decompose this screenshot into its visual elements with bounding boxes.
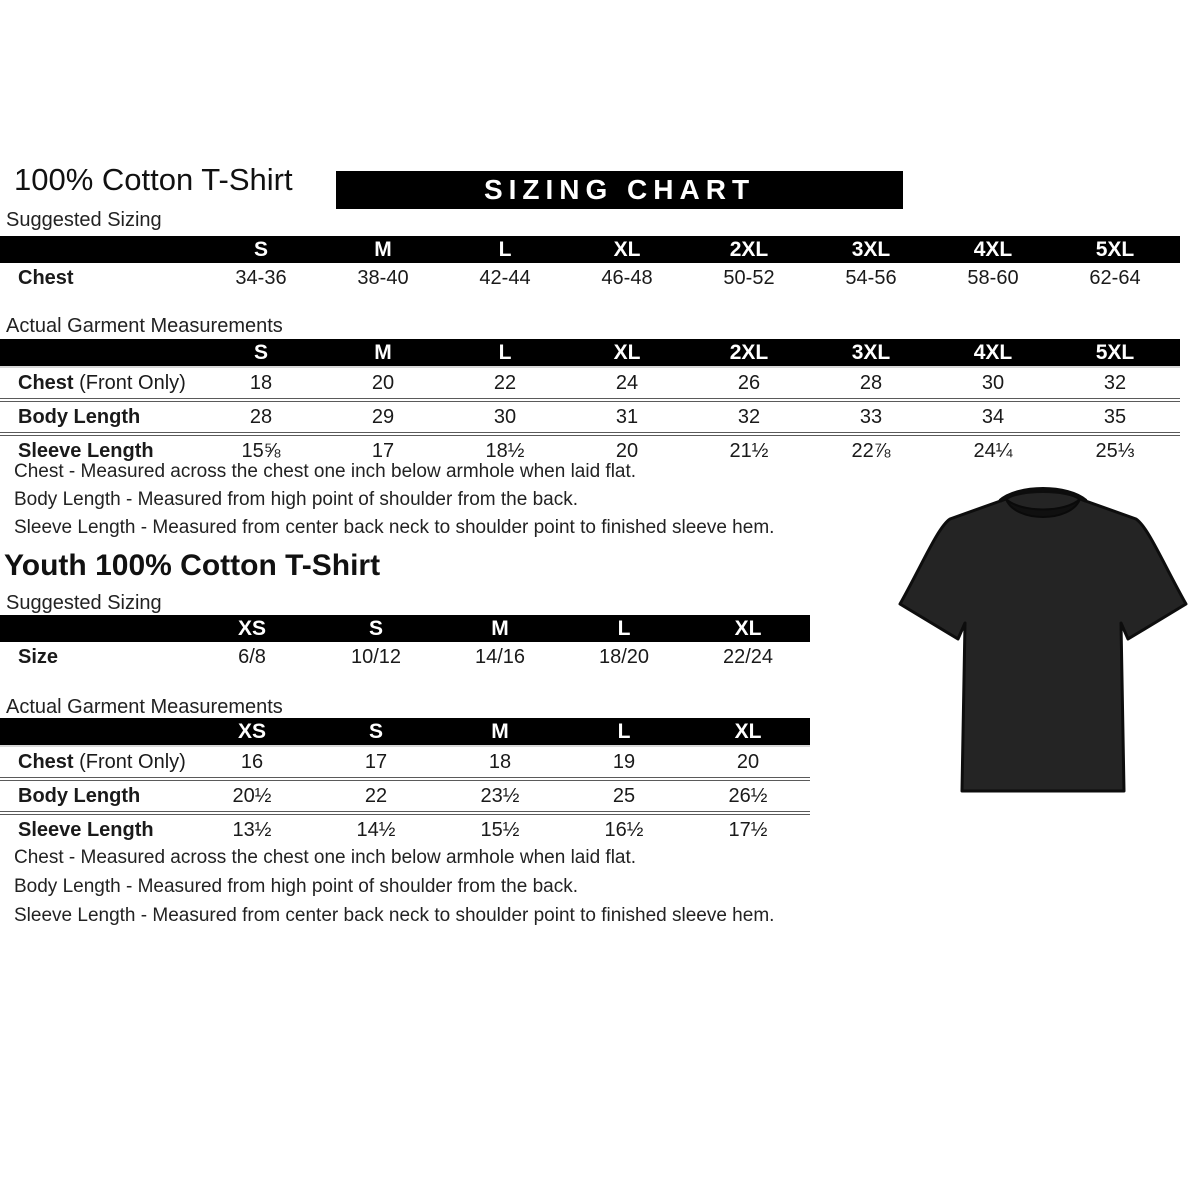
table-cell: 16½	[604, 818, 644, 841]
table-header-cell: S	[253, 340, 268, 364]
table-cell: 25	[612, 784, 636, 807]
adult-measurement-notes	[14, 458, 774, 542]
table-header-cell: 3XL	[851, 237, 891, 261]
table-row-label-suffix: (Front Only)	[73, 371, 186, 394]
table-cell: 32	[1103, 371, 1127, 394]
table-row-label-main: Chest	[18, 266, 74, 289]
table-row	[0, 811, 810, 845]
table-cell: 24¼	[973, 439, 1013, 462]
table-row-label	[0, 372, 200, 395]
table-header-cell: M	[491, 616, 509, 640]
table-cell: 24	[615, 371, 639, 394]
measurement-note-line: Sleeve Length - Measured from center back neck to shoulder point to finished sleeve hem.	[14, 905, 775, 926]
table-cell: 35	[1103, 405, 1127, 428]
table-cell: 31	[615, 405, 639, 428]
table-header-cell: XL	[734, 719, 762, 743]
table-cell: 28	[859, 371, 883, 394]
table-cell: 20	[615, 439, 639, 462]
table-header-cell: 4XL	[973, 340, 1013, 364]
table-cell: 22	[364, 784, 388, 807]
table-header-cell: L	[617, 616, 631, 640]
youth-suggested-sizing-label: Suggested Sizing	[6, 592, 162, 614]
measurement-note-line: Chest - Measured across the chest one inch below armhole when laid flat.	[14, 847, 637, 868]
table-header-cell: S	[368, 719, 383, 743]
table-row	[0, 263, 1180, 293]
table-cell: 22⅞	[851, 439, 891, 462]
table-cell: 22	[493, 371, 517, 394]
table-row-label	[0, 267, 200, 290]
table-header-cell: 2XL	[729, 237, 769, 261]
table-cell: 26	[737, 371, 761, 394]
table-cell: 29	[371, 405, 395, 428]
table-cell: 15½	[480, 818, 520, 841]
table-header-row	[0, 718, 810, 747]
table-row-label-main: Sleeve Length	[18, 818, 154, 841]
table-row-label-suffix: (Front Only)	[73, 750, 186, 773]
sizing-chart-banner	[336, 171, 903, 209]
sizing-chart-banner-label: SIZING CHART	[483, 174, 756, 205]
table-header-cell: L	[617, 719, 631, 743]
table-header-cell: M	[374, 340, 392, 364]
table-header-cell: M	[491, 719, 509, 743]
table-row-label	[0, 646, 190, 669]
table-row-label-main: Chest	[18, 750, 74, 773]
table-row-label	[0, 406, 200, 429]
table-row	[0, 398, 1180, 432]
table-cell: 18	[249, 371, 273, 394]
table-cell: 20	[371, 371, 395, 394]
table-cell: 25⅓	[1095, 439, 1135, 462]
table-header-cell: M	[374, 237, 392, 261]
table-cell: 17½	[728, 818, 768, 841]
youth-actual-measurements-label: Actual Garment Measurements	[6, 696, 283, 718]
table-row-label	[0, 785, 190, 808]
table-row-label	[0, 819, 190, 842]
table-cell: 33	[859, 405, 883, 428]
table-cell: 19	[612, 750, 636, 773]
table-cell: 62-64	[1089, 266, 1141, 289]
table-header-cell: XS	[237, 616, 266, 640]
table-header-cell: 2XL	[729, 340, 769, 364]
table-header-cell: XL	[613, 237, 641, 261]
adult-suggested-sizing-table	[0, 236, 1180, 293]
table-header-cell: 4XL	[973, 237, 1013, 261]
table-cell: 18	[488, 750, 512, 773]
table-row	[0, 642, 810, 672]
measurement-note-line: Chest - Measured across the chest one inch below armhole when laid flat.	[14, 461, 637, 482]
page-title: 100% Cotton T-Shirt	[14, 162, 293, 197]
table-row-label	[0, 751, 190, 774]
table-cell: 58-60	[967, 266, 1019, 289]
table-cell: 42-44	[479, 266, 531, 289]
table-header-row	[0, 615, 810, 642]
table-cell: 21½	[729, 439, 769, 462]
table-header-cell: 5XL	[1095, 340, 1135, 364]
table-header-cell: XS	[237, 719, 266, 743]
table-cell: 18½	[485, 439, 525, 462]
table-cell: 28	[249, 405, 273, 428]
table-header-cell: S	[368, 616, 383, 640]
youth-section-title: Youth 100% Cotton T-Shirt	[4, 549, 381, 582]
table-cell: 46-48	[601, 266, 653, 289]
table-cell: 34-36	[235, 266, 287, 289]
table-header-cell: L	[498, 340, 512, 364]
table-cell: 34	[981, 405, 1005, 428]
youth-measurement-notes	[14, 843, 774, 930]
table-cell: 10/12	[350, 645, 402, 668]
measurement-note-line: Body Length - Measured from high point of shoulder from the back.	[14, 489, 578, 510]
table-header-row	[0, 236, 1180, 263]
table-row	[0, 747, 810, 777]
table-cell: 6/8	[238, 645, 266, 668]
table-cell: 22/24	[722, 645, 774, 668]
tshirt-image	[893, 483, 1193, 805]
youth-actual-measurements-table	[0, 718, 810, 845]
table-header-cell: S	[253, 237, 268, 261]
table-row-label-main: Sleeve Length	[18, 439, 154, 462]
table-cell: 20	[736, 750, 760, 773]
table-cell: 14/16	[474, 645, 526, 668]
adult-suggested-sizing-label: Suggested Sizing	[6, 209, 162, 231]
tshirt-graphic	[893, 483, 1193, 805]
table-header-cell: L	[498, 237, 512, 261]
table-row-label-main: Body Length	[18, 405, 141, 428]
table-row-label-main: Size	[18, 645, 59, 668]
youth-suggested-sizing-table	[0, 615, 810, 672]
table-cell: 15⅝	[241, 439, 281, 462]
table-row	[0, 777, 810, 811]
measurement-note-line: Sleeve Length - Measured from center back neck to shoulder point to finished sleeve hem.	[14, 517, 775, 538]
table-header-cell: XL	[613, 340, 641, 364]
table-cell: 17	[371, 439, 395, 462]
table-cell: 30	[981, 371, 1005, 394]
table-cell: 38-40	[357, 266, 409, 289]
table-row-label-main: Body Length	[18, 784, 141, 807]
table-cell: 17	[364, 750, 388, 773]
table-cell: 30	[493, 405, 517, 428]
table-header-row	[0, 339, 1180, 368]
table-cell: 54-56	[845, 266, 897, 289]
table-cell: 16	[240, 750, 264, 773]
table-cell: 26½	[728, 784, 768, 807]
table-row	[0, 368, 1180, 398]
table-header-cell: 5XL	[1095, 237, 1135, 261]
table-cell: 23½	[480, 784, 520, 807]
table-header-cell: XL	[734, 616, 762, 640]
table-cell: 18/20	[598, 645, 650, 668]
table-cell: 13½	[232, 818, 272, 841]
adult-actual-measurements-table	[0, 339, 1180, 466]
measurement-note-line: Body Length - Measured from high point of shoulder from the back.	[14, 876, 578, 897]
adult-actual-measurements-label: Actual Garment Measurements	[6, 315, 283, 337]
table-cell: 50-52	[723, 266, 775, 289]
table-header-cell: 3XL	[851, 340, 891, 364]
table-row-label-main: Chest	[18, 371, 74, 394]
table-cell: 32	[737, 405, 761, 428]
table-cell: 20½	[232, 784, 272, 807]
table-cell: 14½	[356, 818, 396, 841]
